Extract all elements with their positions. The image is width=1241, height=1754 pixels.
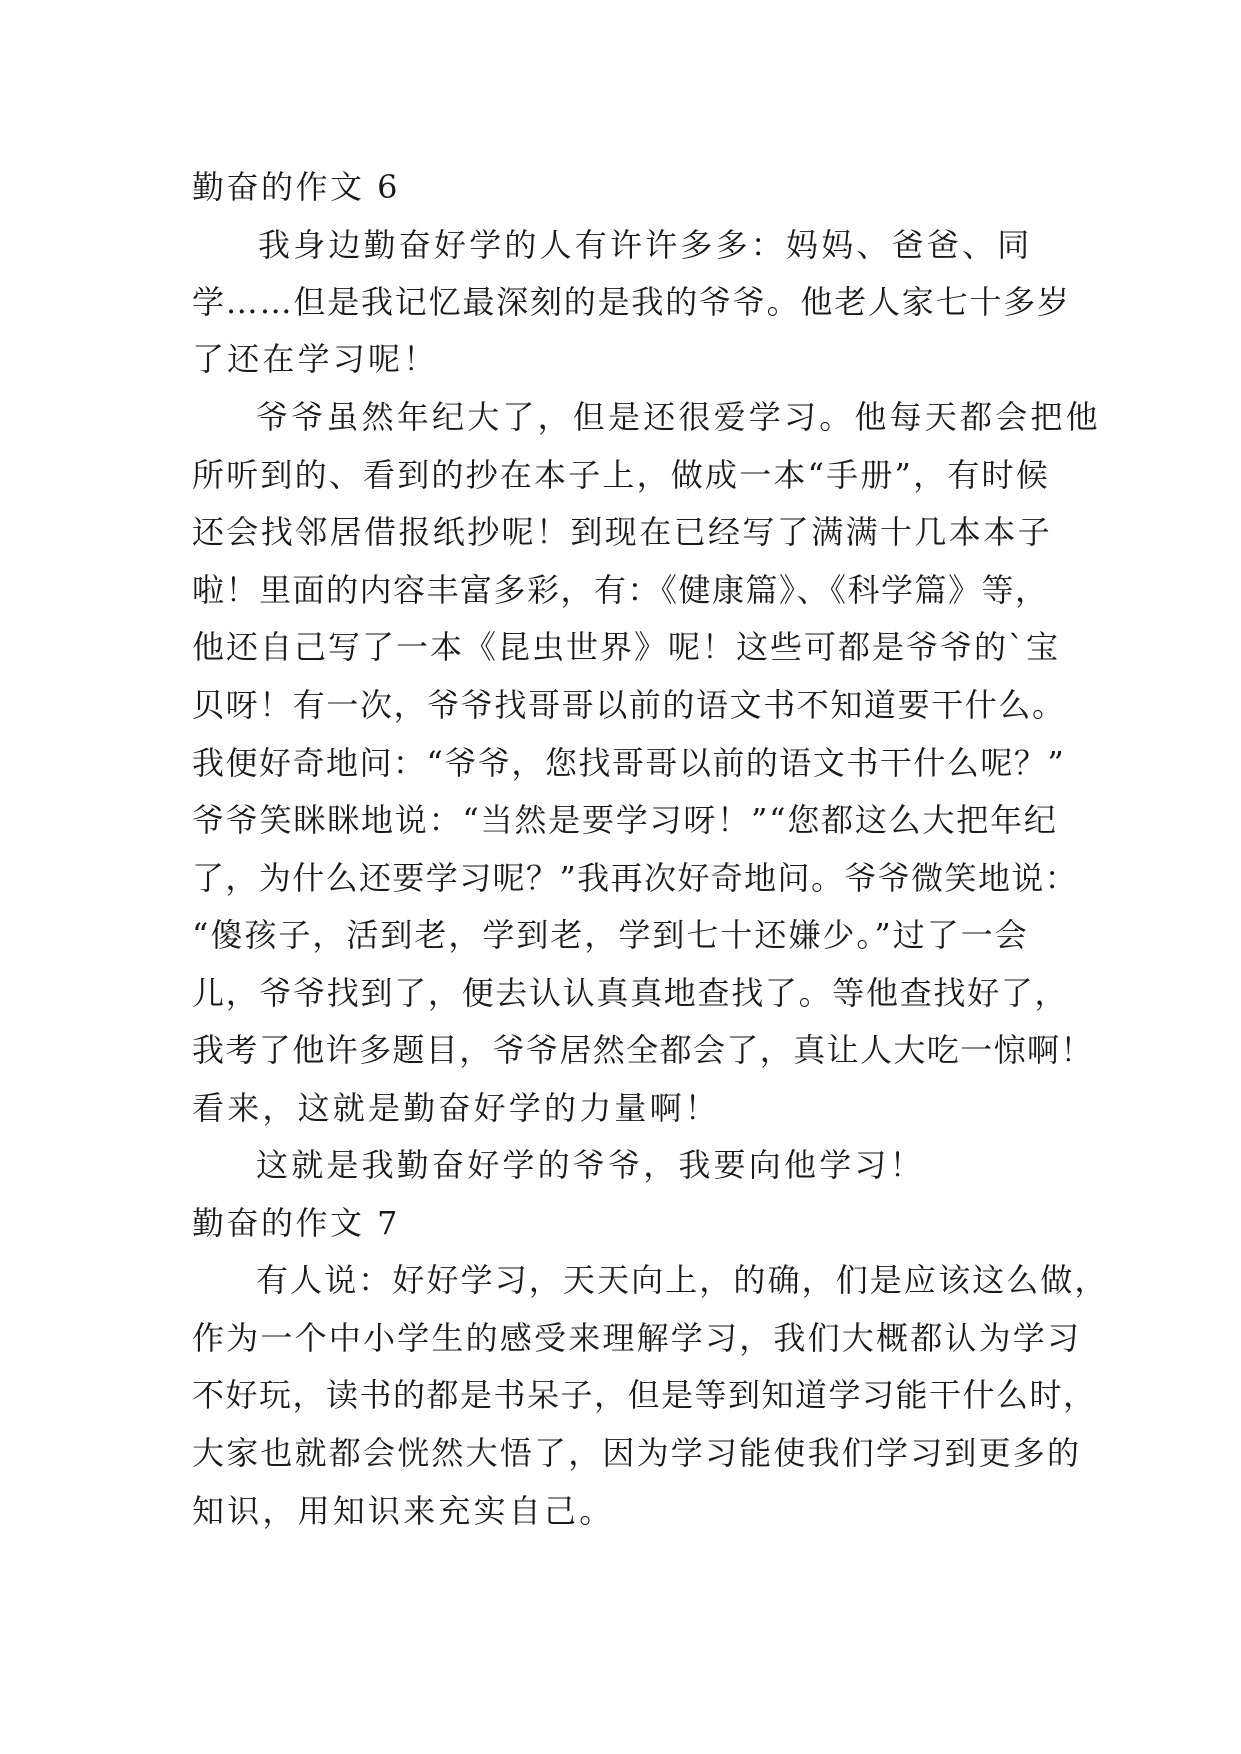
essay-6-paragraph-3-line-1: 这就是我勤奋好学的爷爷，我要向他学习！ [256, 1146, 925, 1184]
essay-6-paragraph-2-line-5: 他还自己写了一本《昆虫世界》呢！这些可都是爷爷的`宝 [192, 628, 1061, 666]
essay-7-paragraph-1-line-4: 大家也就都会恍然大悟了，因为学习能使我们学习到更多的 [192, 1434, 1082, 1472]
essay-6-paragraph-2-line-13: 看来，这就是勤奋好学的力量啊！ [192, 1089, 721, 1127]
essay-6-paragraph-2-line-8: 爷爷笑眯眯地说：“当然是要学习呀！”“您都这么大把年纪 [192, 801, 1058, 839]
essay-6-paragraph-1-line-2: 学……但是我记忆最深刻的是我的爷爷。他老人家七十多岁 [192, 283, 1071, 321]
essay-7-paragraph-1-line-1: 有人说：好好学习，天天向上，的确，们是应该这么做， [256, 1261, 1109, 1299]
essay-6-title: 勤奋的作文 6 [192, 168, 401, 206]
essay-6-paragraph-1-line-1: 我身边勤奋好学的人有许许多多：妈妈、爸爸、同 [258, 226, 1033, 264]
essay-6-paragraph-2-line-4: 啦！里面的内容丰富多彩，有：《健康篇》、《科学篇》等， [192, 571, 1049, 609]
essay-6-paragraph-2-line-10: “傻孩子，活到老，学到老，学到七十还嫌少。”过了一会 [192, 916, 1029, 954]
essay-6-paragraph-2-line-3: 还会找邻居借报纸抄呢！到现在已经写了满满十几本本子 [192, 513, 1053, 551]
essay-7-paragraph-1-line-5: 知识，用知识来充实自己。 [192, 1492, 615, 1530]
essay-6-paragraph-2-line-1: 爷爷虽然年纪大了，但是还很爱学习。他每天都会把他 [256, 398, 1101, 436]
essay-6-paragraph-2-line-12: 我考了他许多题目，爷爷居然全都会了，真让人大吃一惊啊！ [192, 1031, 1094, 1069]
essay-7-title: 勤奋的作文 7 [192, 1204, 401, 1242]
essay-6-paragraph-2-line-9: 了，为什么还要学习呢？”我再次好奇地问。爷爷微笑地说： [192, 859, 1079, 897]
essay-6-paragraph-1-line-3: 了还在学习呢！ [192, 340, 439, 378]
essay-7-paragraph-1-line-2: 作为一个中小学生的感受来理解学习，我们大概都认为学习 [192, 1319, 1082, 1357]
essay-6-paragraph-2-line-6: 贝呀！有一次，爷爷找哥哥以前的语文书不知道要干什么。 [192, 686, 1066, 724]
essay-6-paragraph-2-line-7: 我便好奇地问：“爷爷，您找哥哥以前的语文书干什么呢？” [192, 744, 1066, 782]
essay-6-paragraph-2-line-2: 所听到的、看到的抄在本子上，做成一本“手册”，有时候 [192, 456, 1050, 494]
essay-7-paragraph-1-line-3: 不好玩，读书的都是书呆子，但是等到知道学习能干什么时， [192, 1376, 1097, 1414]
essay-6-paragraph-2-line-11: 儿，爷爷找到了，便去认认真真地查找了。等他查找好了， [192, 974, 1069, 1012]
